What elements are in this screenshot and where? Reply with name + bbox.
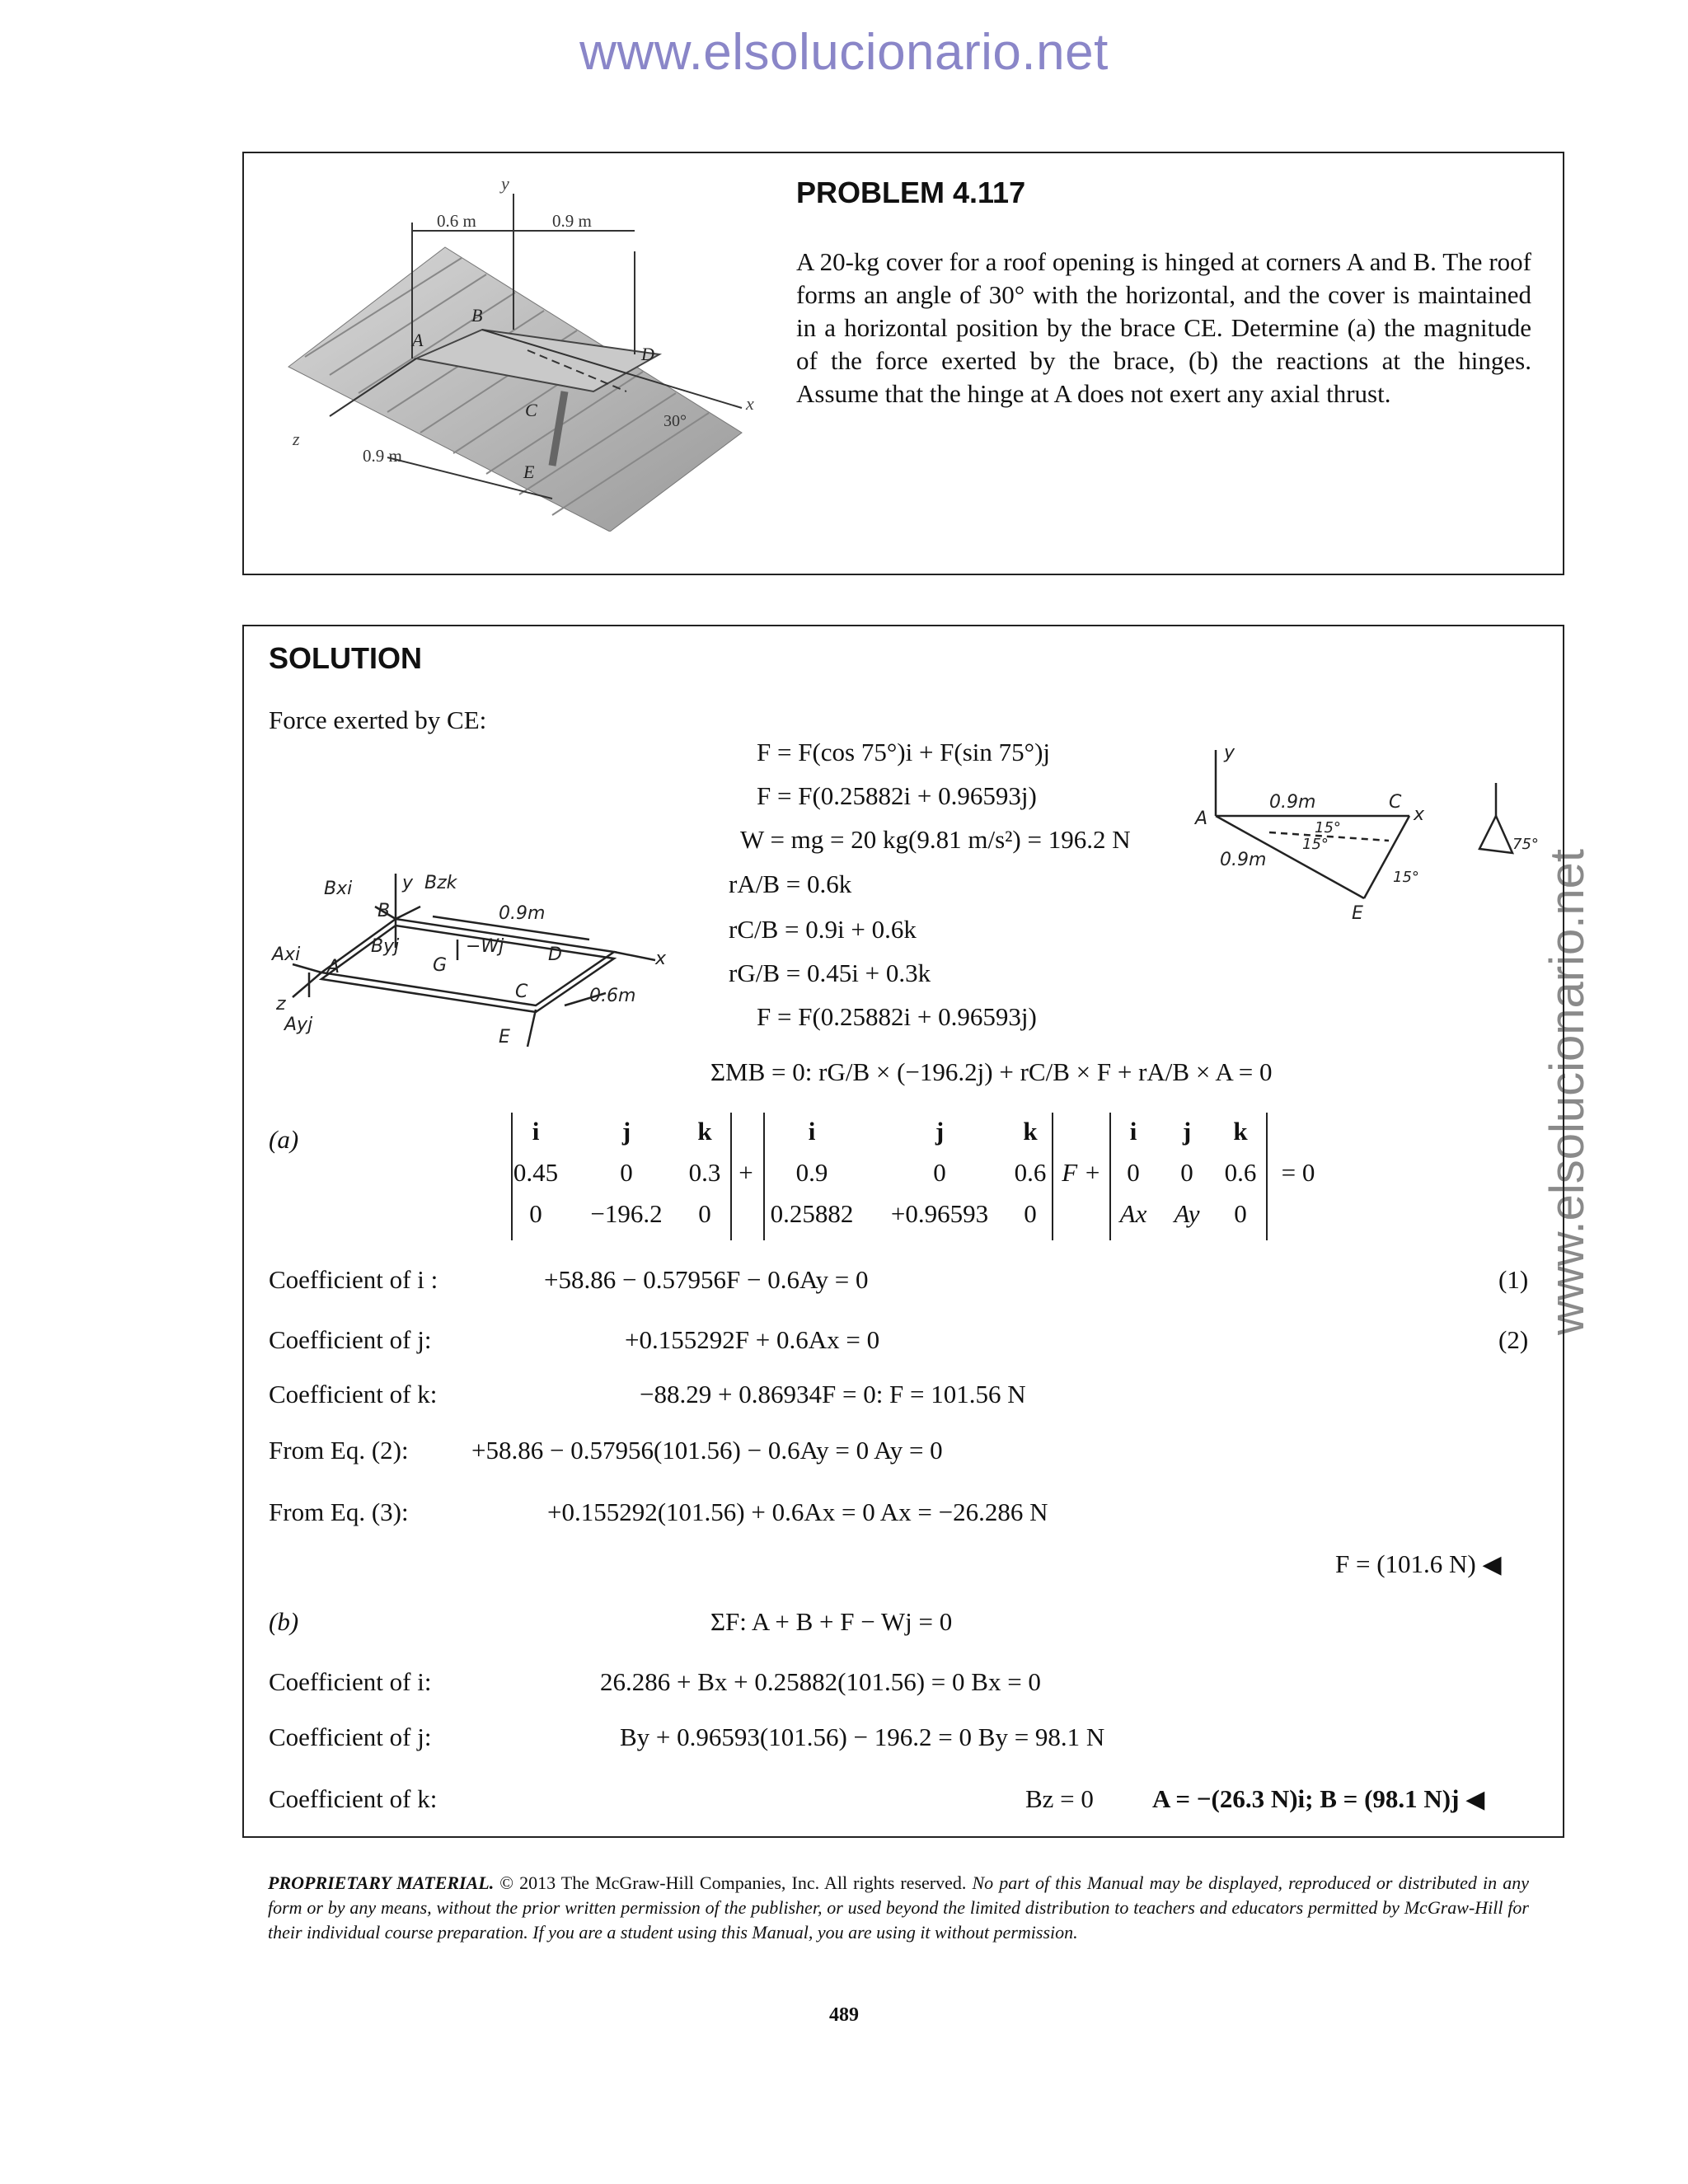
det2-r1c1: 0 [933, 1158, 946, 1187]
sk1-Ax: Axi [272, 944, 301, 965]
sketch-brace-geometry [1187, 733, 1550, 931]
sk1-x: x [655, 949, 667, 969]
problem-text: A 20-kg cover for a roof opening is hinged at corners A and B. The roof forms an angle of 30° with the horizontal, and the cover is maintained in a horizontal position by the brace CE. Determine (a) the magnitude of the force exerted by the brace, (b) the reactions at the hinges. Assume that the hinge at A does not exert any axial thrust. [796, 247, 1531, 408]
sum-force-eq: ΣF: A + B + F − Wj = 0 [710, 1607, 953, 1636]
det3-r1c1: 0 [1180, 1158, 1193, 1187]
sk2-d1: 0.9m [1269, 792, 1316, 813]
det2-right-bar [1052, 1113, 1053, 1240]
eq-force-2: F = F(0.25882i + 0.96593j) [757, 781, 1037, 810]
fig-label-C: C [525, 400, 537, 420]
answer-b-text: A = −(26.3 N)i; B = (98.1 N)j [1152, 1784, 1460, 1813]
det3-r2c0: Ax [1119, 1199, 1147, 1228]
det3-r0c1: j [1182, 1117, 1192, 1146]
det3-left-bar [1109, 1113, 1111, 1240]
eq2-number: (2) [1498, 1325, 1529, 1354]
problem-figure [280, 169, 775, 532]
det1-r0c1: j [621, 1117, 631, 1146]
det3-r0c2: k [1233, 1117, 1248, 1146]
b-coef-k-label: Coefficient of k: [269, 1784, 438, 1813]
det2-r1c0: 0.9 [795, 1158, 828, 1187]
det2-r0c0: i [808, 1117, 816, 1146]
det-plus-1: + [738, 1158, 753, 1187]
fig-label-z: z [293, 429, 300, 449]
sk1-d2: 0.6m [589, 986, 636, 1006]
det1-r2c2: 0 [698, 1199, 711, 1228]
det2-r0c2: k [1023, 1117, 1038, 1146]
det2-r2c2: 0 [1024, 1199, 1037, 1228]
eq-rab: rA/B = 0.6k [729, 869, 852, 898]
sk1-Bx: Bxi [324, 879, 353, 899]
fig-label-y: y [501, 173, 509, 194]
b-coef-i-label: Coefficient of i: [269, 1667, 432, 1696]
sk2-a1: 15° [1315, 819, 1341, 837]
answer-a [1335, 1549, 1502, 1579]
sk1-Bz: Bzk [424, 873, 457, 893]
det3-r1c0: 0 [1127, 1158, 1140, 1187]
det-eq-zero: = 0 [1281, 1158, 1315, 1187]
eq-force-3: F = F(0.25882i + 0.96593j) [757, 1002, 1037, 1031]
b-coef-j-eq: By + 0.96593(101.56) − 196.2 = 0 By = 98.1 N [620, 1722, 1105, 1751]
eq-rcb: rC/B = 0.9i + 0.6k [729, 915, 917, 944]
det2-left-bar [763, 1113, 765, 1240]
solution-title: SOLUTION [269, 641, 422, 675]
fig-label-E: E [523, 462, 535, 482]
fig-label-D: D [641, 344, 654, 364]
watermark-side: www.elsolucionario.net [1540, 849, 1594, 1335]
det3-r1c2: 0.6 [1224, 1158, 1257, 1187]
watermark-top: www.elsolucionario.net [579, 24, 1109, 81]
det2-r0c1: j [935, 1117, 945, 1146]
sk1-By: Byj [371, 936, 400, 957]
coef-k-eq: −88.29 + 0.86934F = 0: F = 101.56 N [640, 1380, 1026, 1408]
eq-rgb: rG/B = 0.45i + 0.3k [729, 958, 931, 987]
fig-angle: 30° [663, 412, 687, 430]
sk1-z: z [276, 994, 286, 1015]
sk2-y: y [1224, 743, 1236, 763]
answer-a-text: F = (101.6 N) [1335, 1549, 1476, 1578]
det1-r2c0: 0 [529, 1199, 542, 1228]
from-eq2-label: From Eq. (2): [269, 1436, 409, 1465]
page-number: 489 [829, 2004, 859, 2026]
sk2-a3: 15° [1393, 869, 1419, 886]
sk1-y: y [402, 873, 414, 893]
answer-b [1152, 1784, 1484, 1814]
det1-r1c2: 0.3 [688, 1158, 721, 1187]
coef-k-label: Coefficient of k: [269, 1380, 438, 1408]
eq-weight: W = mg = 20 kg(9.81 m/s²) = 196.2 N [740, 825, 1131, 854]
eq-force-1: F = F(cos 75°)i + F(sin 75°)j [757, 738, 1051, 766]
det2-r2c1: +0.96593 [890, 1199, 989, 1228]
part-b-label: (b) [269, 1607, 299, 1636]
fig-label-x: x [746, 393, 754, 414]
sk1-D: D [548, 944, 562, 965]
sk1-E: E [499, 1027, 510, 1047]
footer-italic: No part of this Manual may be displayed, reproduced or distributed in any form or by any means, without the prior written permission of the publisher, or used beyond the limited distribution to teachers and educators permitted by McGraw-Hill for their individual course preparation. If you are a student using this Manual, you are using it without permission. [268, 1872, 1529, 1943]
b-coef-i-eq: 26.286 + Bx + 0.25882(101.56) = 0 Bx = 0 [600, 1667, 1041, 1696]
det3-right-bar [1266, 1113, 1268, 1240]
det1-r1c1: 0 [620, 1158, 633, 1187]
sketch-free-body [268, 857, 696, 1055]
coef-i-eq: +58.86 − 0.57956F − 0.6Ay = 0 [544, 1265, 869, 1294]
fig-dim-3: 0.9 m [363, 446, 402, 466]
det1-right-bar [730, 1113, 732, 1240]
det1-r0c0: i [532, 1117, 540, 1146]
sk1-G: G [433, 955, 448, 976]
b-coef-k-eq: Bz = 0 [1025, 1784, 1094, 1813]
sk1-d1: 0.9m [499, 903, 546, 924]
det1-r1c0: 0.45 [513, 1158, 559, 1187]
answer-marker-icon: ◀ [1465, 1786, 1485, 1813]
footer-bold: PROPRIETARY MATERIAL. [268, 1872, 495, 1893]
sk1-C: C [515, 982, 528, 1002]
det-f-plus: F + [1062, 1158, 1101, 1187]
det2-r1c2: 0.6 [1014, 1158, 1047, 1187]
sk2-C: C [1389, 792, 1402, 813]
sk1-Ay: Ayj [284, 1015, 313, 1035]
det3-r2c2: 0 [1234, 1199, 1247, 1228]
sk2-a2: 15° [1302, 836, 1329, 853]
sk2-d2: 0.9m [1220, 850, 1267, 870]
force-label: Force exerted by CE: [269, 705, 487, 734]
fig-dim-2: 0.9 m [552, 211, 592, 231]
fig-dim-1: 0.6 m [437, 211, 476, 231]
part-a-label: (a) [269, 1125, 299, 1154]
sk1-W: −Wj [466, 936, 504, 957]
det2-r2c0: 0.25882 [770, 1199, 854, 1228]
sk2-x: x [1414, 804, 1425, 825]
problem-title: PROBLEM 4.117 [796, 176, 1026, 209]
coef-j-eq: +0.155292F + 0.6Ax = 0 [625, 1325, 880, 1354]
sk2-E: E [1352, 903, 1363, 924]
eq1-number: (1) [1498, 1265, 1529, 1294]
from-eq3-label: From Eq. (3): [269, 1497, 409, 1526]
sk2-A: A [1195, 808, 1208, 829]
coef-j-label: Coefficient of j: [269, 1325, 432, 1354]
det3-r0c0: i [1129, 1117, 1137, 1146]
footer-normal: © 2013 The McGraw-Hill Companies, Inc. All rights reserved. [494, 1872, 973, 1893]
fig-label-A: A [412, 330, 424, 350]
from-eq2-eq: +58.86 − 0.57956(101.56) − 0.6Ay = 0 Ay = 0 [471, 1436, 943, 1465]
sk2-a4: 75° [1512, 836, 1539, 853]
sk1-A: A [327, 957, 340, 977]
det1-r2c1: −196.2 [590, 1199, 663, 1228]
footer-copyright [268, 1871, 1529, 1945]
answer-marker-icon: ◀ [1482, 1551, 1502, 1578]
fig-label-B: B [471, 305, 483, 326]
det1-r0c2: k [697, 1117, 712, 1146]
sk1-B: B [377, 901, 391, 921]
det3-r2c1: Ay [1174, 1199, 1200, 1228]
from-eq3-eq: +0.155292(101.56) + 0.6Ax = 0 Ax = −26.286 N [547, 1497, 1048, 1526]
coef-i-label: Coefficient of i : [269, 1265, 438, 1294]
eq-moment: ΣMB = 0: rG/B × (−196.2j) + rC/B × F + rA/B × A = 0 [710, 1057, 1273, 1086]
b-coef-j-label: Coefficient of j: [269, 1722, 432, 1751]
